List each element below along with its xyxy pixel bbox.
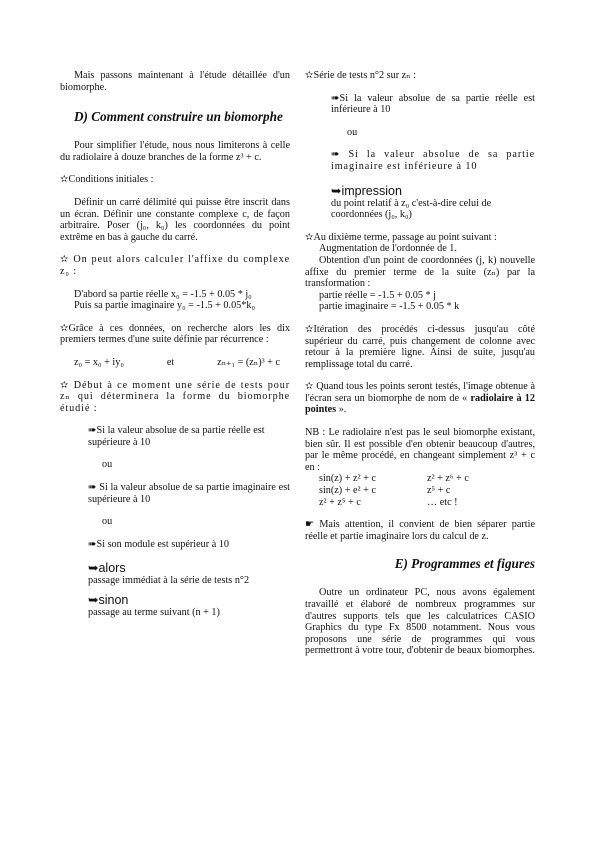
quand-text: ✫ Quand tous les points seront testés, l'image obtenue à l'écran sera un biomorphe de nom de « <box>305 381 535 404</box>
simplify-paragraph: Pour simplifier l'étude, nous nous limiterons à celle du radiolaire à douze branches de la forme z³ + c. <box>60 140 290 163</box>
formula-item: z² + z⁵ + c <box>319 496 361 508</box>
nb-paragraph: NB : Le radiolaire n'est pas le seul biomorphe existant, bien sûr. Il est possible d'en obtenir beaucoup d'autres, par le même procédé, en changeant simplement z³ + c en : <box>305 427 535 473</box>
attention-paragraph: ☛ Mais attention, il convient de bien séparer partie réelle et partie imaginaire lors du calcul de z. <box>305 519 535 542</box>
alors-keyword: ➥alors <box>88 561 126 576</box>
alors-text: passage immédiat à la série de tests n°2 <box>88 575 250 587</box>
formula-item: z² + z⁶ + c <box>427 473 469 485</box>
ou-text-1: ou <box>102 459 113 471</box>
real-part-line: D'abord sa partie réelle x₀ = -1.5 + 0.05 * j₀ <box>74 288 252 300</box>
r-test1-item: ➠Si la valeur absolue de sa partie réelle est inférieure à 10 <box>331 92 535 116</box>
formula-item: … etc ! <box>427 496 458 508</box>
serie2-title: ✫Série de tests n°2 sur zₙ : <box>305 70 416 81</box>
formula-et: et <box>166 356 175 368</box>
sinon-text: passage au terme suivant (n + 1) <box>88 607 220 619</box>
formula-grid <box>305 473 535 508</box>
heading-e: E) Programmes et figures <box>394 556 535 572</box>
heading-d: D) Comment construire un biomorphe <box>74 109 283 125</box>
outre-paragraph: Outre un ordinateur PC, nous avons également travaillé et élaboré de nombreux programmes sur d'autres supports tels que les calculatrices CASIO Graphics du type Fx 8500 notamment. Nous vous proposons une série de programmes qui vous permettront à votre tour, d'obtenir de beaux biomorphes. <box>305 587 535 657</box>
dixieme-title: ✫Au dixième terme, passage au point suivant : <box>305 231 497 243</box>
formula-item: z⁵ + c <box>427 485 451 497</box>
test3-item: ➠Si son module est supérieur à 10 <box>88 538 229 550</box>
recurrence-formula <box>60 357 290 369</box>
grace-paragraph: ✫Grâce à ces données, on recherche alors les dix premiers termes d'une suite définie par récurrence : <box>60 322 290 346</box>
partie-imaginaire-line: partie imaginaire = -1.5 + 0.05 * k <box>319 301 460 313</box>
iteration-paragraph: ✫Itération des procédés ci-dessus jusqu'au côté supérieur du carré, puis changement de colonne avec retour à la première ligne. Ainsi de suite, jusqu'au remplissage total du carré. <box>305 323 535 370</box>
radiolaire-bold: radiolaire à 12 pointes <box>305 392 535 416</box>
imag-part-line: Puis sa partie imaginaire y₀ = -1.5 + 0.05*k₀ <box>74 300 255 312</box>
quand-end: ». <box>338 404 347 416</box>
formula-z0: z₀ = x₀ + iy₀ <box>74 356 124 368</box>
right-column <box>305 70 535 657</box>
impression-text: du point relatif à z₀ c'est-à-dire celui de coordonnées (j₀, k₀) <box>331 197 492 221</box>
test1-item: ➠Si la valeur absolue de sa partie réelle est supérieure à 10 <box>88 425 265 448</box>
affixe-paragraph: ✫ On peut alors calculer l'affixe du complexe z₀ : <box>60 254 290 277</box>
r-ou-text: ou <box>347 126 358 138</box>
formula-zn: zₙ₊₁ = (zₙ)³ + c <box>217 356 280 368</box>
debut-paragraph: ✫ Début à ce moment une série de tests pour zₙ qui déterminera la forme du biomorphe étudié : <box>60 379 290 414</box>
formula-item: sin(z) + e² + c <box>319 485 376 497</box>
partie-reelle-line: partie réelle = -1.5 + 0.05 * j <box>319 289 437 301</box>
obtention-paragraph: Obtention d'un point de coordonnées (j, k) nouvelle affixe du premier terme de la suite (zₙ) par la transformation : <box>305 254 535 290</box>
formula-item: sin(z) + z² + c <box>319 473 376 485</box>
left-column <box>60 70 290 619</box>
impression-keyword: ➥impression <box>331 183 402 198</box>
r-test2-item: ➠ Si la valeur absolue de sa partie imaginaire est inférieure à 10 <box>331 149 535 172</box>
quand-paragraph <box>305 381 535 416</box>
intro-paragraph: Mais passons maintenant à l'étude détaillée d'un biomorphe. <box>60 70 290 93</box>
conditions-title: ✫Conditions initiales : <box>60 174 154 186</box>
sinon-keyword: ➥sinon <box>88 593 129 608</box>
ou-text-2: ou <box>102 516 113 528</box>
augmentation-line: Augmentation de l'ordonnée de 1. <box>319 243 457 255</box>
define-paragraph: Définir un carré délimité qui puisse être inscrit dans un écran. Définir une constante complexe c, de façon arbitraire. Poser (j₀, k₀) les coordonnées du point extrême en bas à gauche du carré. <box>60 196 290 243</box>
test2-item: ➠ Si la valeur absolue de sa partie imaginaire est supérieure à 10 <box>88 482 290 505</box>
